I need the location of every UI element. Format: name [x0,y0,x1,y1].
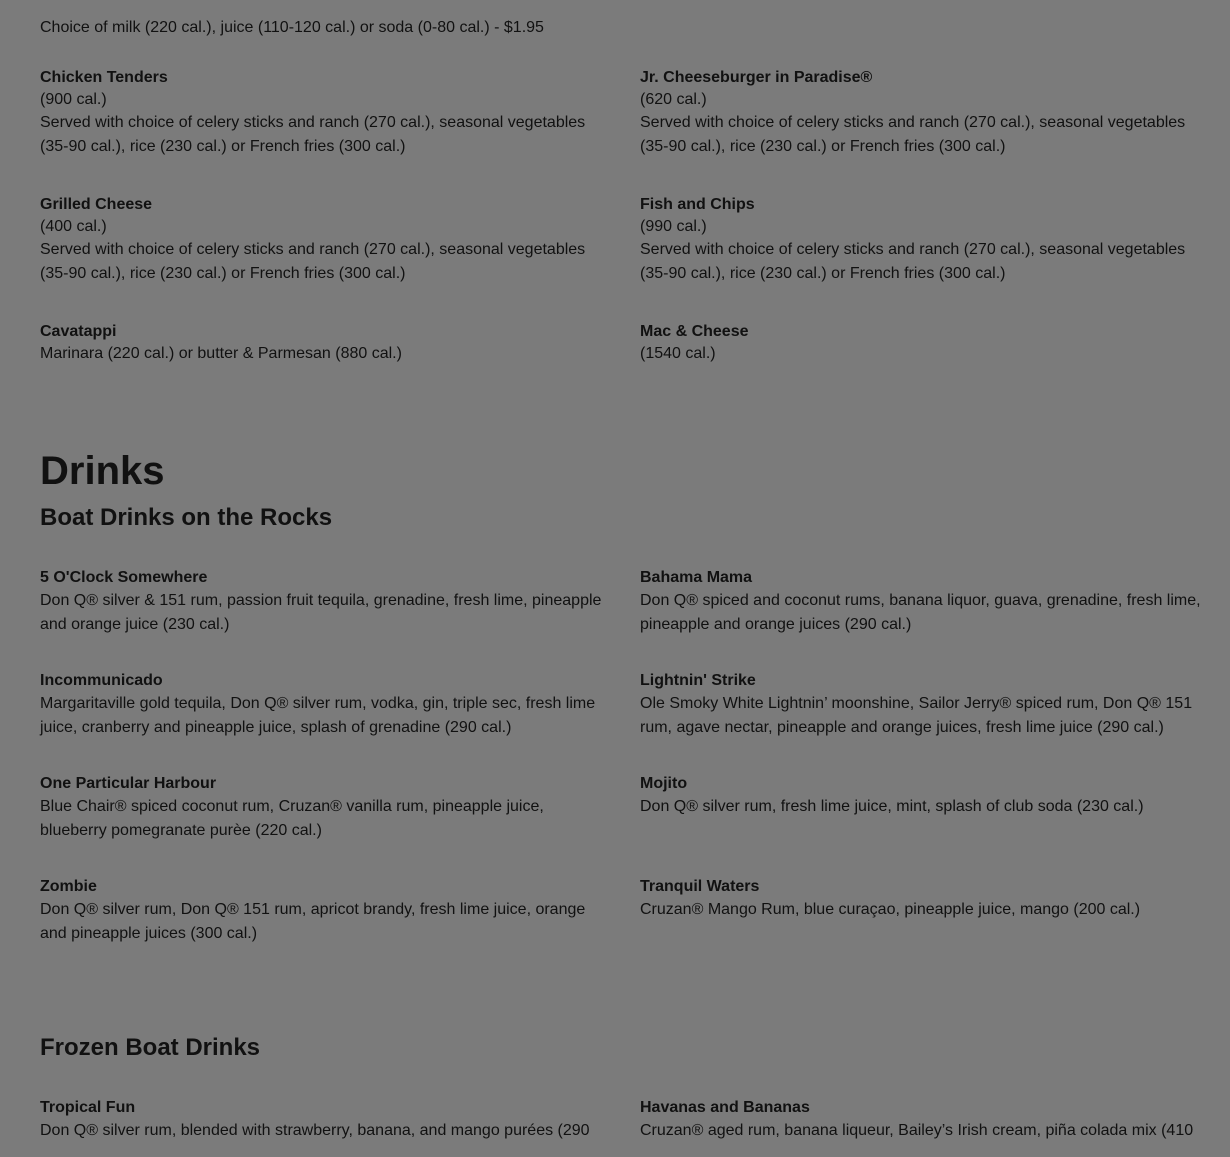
menu-item-description: Served with choice of celery sticks and ranch (270 cal.), seasonal vegetables (35-90 cal.), rice (230 cal.) or French fries (300 cal.) [640,241,1186,282]
drink-item-description: Don Q® silver rum, Don Q® 151 rum, apricot brandy, fresh lime juice, orange and pineapple juices (300 cal.) [40,901,586,942]
menu-item-calories: (1540 cal.) [640,345,716,362]
drink-item-name: Incommunicado [40,672,163,689]
drink-item-description: Don Q® silver rum, fresh lime juice, mint, splash of club soda (230 cal.) [640,798,1144,815]
menu-item-name: Cavatappi [40,323,117,340]
menu-item [40,321,640,448]
menu-item-calories: (620 cal.) [640,91,707,108]
subsection-title-frozen: Frozen Boat Drinks [40,1034,261,1061]
drink-item-description: Cruzan® aged rum, banana liqueur, Bailey’s Irish cream, piña colada mix (410 [640,1122,1194,1139]
menu-item-name: Jr. Cheeseburger in Paradise® [640,69,873,86]
menu-item-description: Served with choice of celery sticks and ranch (270 cal.), seasonal vegetables (35-90 cal.), rice (230 cal.) or French fries (300 cal.) [40,114,586,155]
menu-item-description: Marinara (220 cal.) or butter & Parmesan (880 cal.) [40,345,402,362]
drink-item [40,670,640,773]
drink-item [40,1097,640,1157]
menu-item [640,67,1220,194]
drink-item-name: Zombie [40,878,97,895]
menu-item [640,194,1220,321]
drink-item-name: Havanas and Bananas [640,1099,810,1116]
kids-drink-note: Choice of milk (220 cal.), juice (110-120 cal.) or soda (0-80 cal.) - $1.95 [40,19,544,36]
drink-item [640,773,1220,876]
menu-item-name: Mac & Cheese [640,323,749,340]
frozen-drinks-grid [40,1097,1220,1157]
menu-item-name: Grilled Cheese [40,196,153,213]
menu-item-calories: (400 cal.) [40,218,107,235]
menu-item-description: Served with choice of celery sticks and ranch (270 cal.), seasonal vegetables (35-90 cal.), rice (230 cal.) or French fries (300 cal.) [40,241,586,282]
menu-item-calories: (900 cal.) [40,91,107,108]
section-title-drinks: Drinks [40,449,165,493]
drink-item-name: Mojito [640,775,688,792]
rocks-drinks-grid [40,567,1220,979]
menu-item-description: Served with choice of celery sticks and ranch (270 cal.), seasonal vegetables (35-90 cal.), rice (230 cal.) or French fries (300 cal.) [640,114,1186,155]
drink-item [640,670,1220,773]
subsection-title-rocks: Boat Drinks on the Rocks [40,504,333,531]
drink-item-name: 5 O'Clock Somewhere [40,569,208,586]
drink-item-description: Don Q® silver rum, blended with strawberry, banana, and mango purées (290 [40,1122,590,1139]
drink-item-description: Blue Chair® spiced coconut rum, Cruzan® vanilla rum, pineapple juice, blueberry pomegranate purèe (220 cal.) [40,798,544,839]
menu-item [40,194,640,321]
drink-item-name: Bahama Mama [640,569,753,586]
drink-item-name: One Particular Harbour [40,775,217,792]
drink-item-name: Lightnin' Strike [640,672,756,689]
drink-item [640,567,1220,670]
drink-item [40,567,640,670]
drink-item-description: Don Q® spiced and coconut rums, banana liquor, guava, grenadine, fresh lime, pineapple and orange juices (290 cal.) [640,592,1201,633]
drink-item [40,773,640,876]
drink-item-name: Tropical Fun [40,1099,136,1116]
drink-item-description: Margaritaville gold tequila, Don Q® silver rum, vodka, gin, triple sec, fresh lime juice, cranberry and pineapple juice, splash of grenadine (290 cal.) [40,695,596,736]
drink-item [640,1097,1220,1157]
drink-item-description: Don Q® silver & 151 rum, passion fruit tequila, grenadine, fresh lime, pineapple and orange juice (230 cal.) [40,592,602,633]
menu-item-calories: (990 cal.) [640,218,707,235]
drink-item [40,876,640,979]
kids-menu-grid [40,67,1220,448]
menu-item-name: Fish and Chips [640,196,755,213]
menu-item [40,67,640,194]
drink-item [640,876,1220,979]
menu-item [640,321,1220,448]
drink-item-description: Ole Smoky White Lightnin’ moonshine, Sailor Jerry® spiced rum, Don Q® 151 rum, agave nectar, pineapple and orange juices, fresh lime juice (290 cal.) [640,695,1193,736]
drink-item-description: Cruzan® Mango Rum, blue curaçao, pineapple juice, mango (200 cal.) [640,901,1141,918]
menu-item-name: Chicken Tenders [40,69,168,86]
drink-item-name: Tranquil Waters [640,878,760,895]
